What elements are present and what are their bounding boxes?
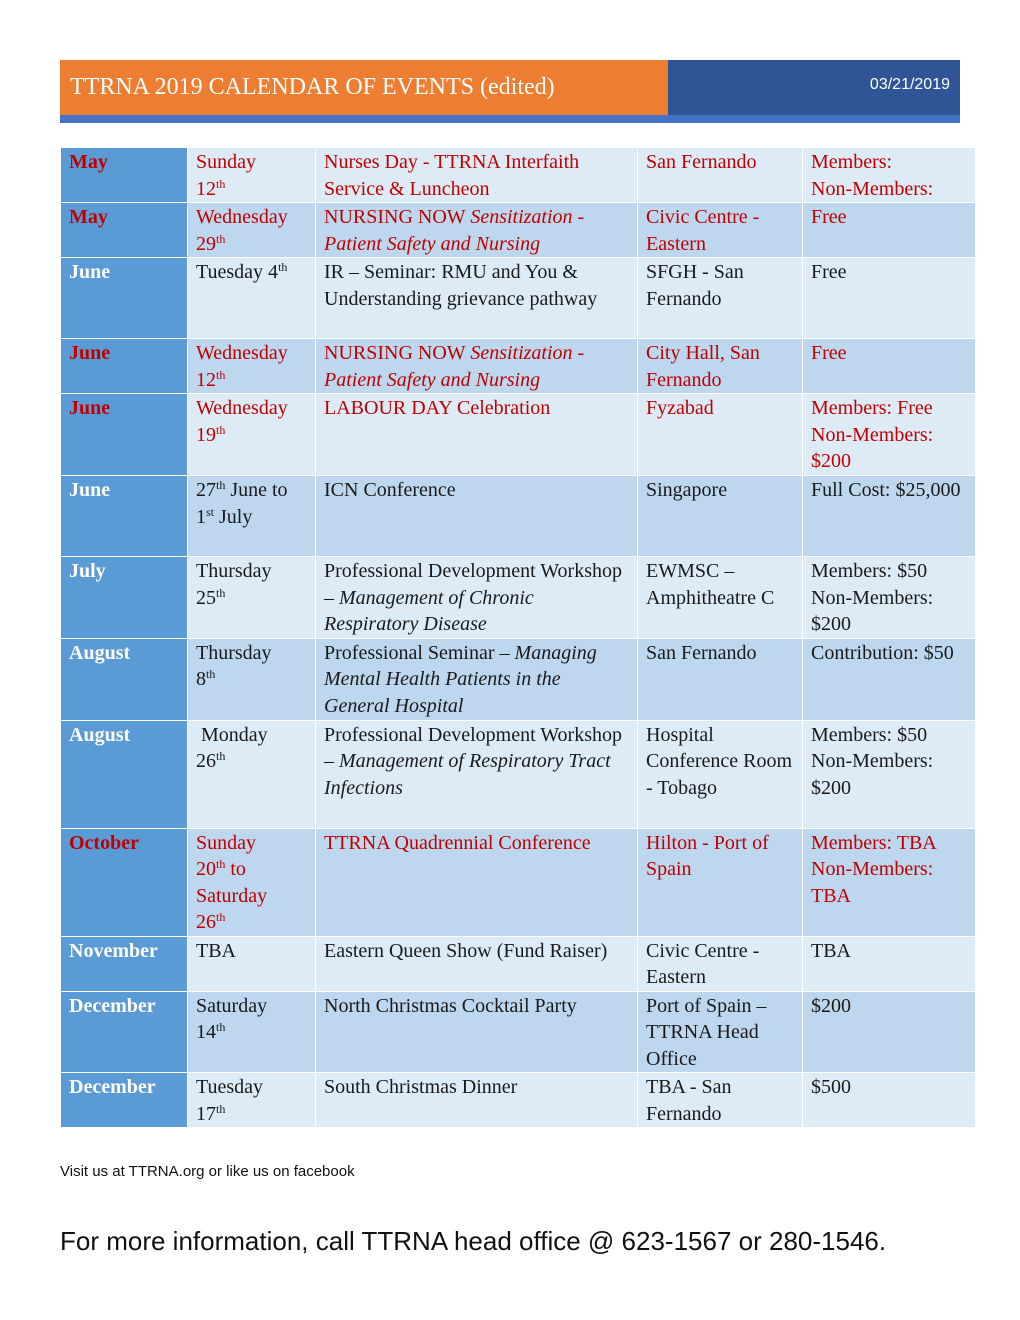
event-row bbox=[61, 148, 976, 203]
cost-cell: Members: $50 Non-Members: $200 bbox=[803, 557, 976, 639]
date-cell: Sunday 20th to Saturday 26th bbox=[188, 828, 316, 936]
event-row bbox=[61, 638, 976, 720]
date-cell: Wednesday 29th bbox=[188, 203, 316, 258]
cost-cell: Free bbox=[803, 258, 976, 339]
header-date: 03/21/2019 bbox=[668, 60, 960, 115]
event-cell: IR – Seminar: RMU and You & Understanding grievance pathway bbox=[316, 258, 638, 339]
date-cell: Wednesday 19th bbox=[188, 394, 316, 476]
venue-cell: San Fernando bbox=[638, 638, 803, 720]
cost-cell: Members: TBA Non-Members: TBA bbox=[803, 828, 976, 936]
cost-cell: Members: Free Non-Members: $200 bbox=[803, 394, 976, 476]
event-row bbox=[61, 203, 976, 258]
cost-cell: Full Cost: $25,000 bbox=[803, 476, 976, 557]
month-cell: June bbox=[61, 339, 188, 394]
month-cell: October bbox=[61, 828, 188, 936]
event-row bbox=[61, 258, 976, 339]
venue-cell: City Hall, San Fernando bbox=[638, 339, 803, 394]
event-cell: South Christmas Dinner bbox=[316, 1073, 638, 1128]
event-row bbox=[61, 339, 976, 394]
month-cell: June bbox=[61, 394, 188, 476]
cost-cell: Free bbox=[803, 203, 976, 258]
venue-cell: Civic Centre - Eastern bbox=[638, 203, 803, 258]
date-cell: Tuesday 17th bbox=[188, 1073, 316, 1128]
venue-cell: SFGH - San Fernando bbox=[638, 258, 803, 339]
month-cell: June bbox=[61, 258, 188, 339]
cost-cell: Contribution: $50 bbox=[803, 638, 976, 720]
month-cell: December bbox=[61, 991, 188, 1073]
event-row bbox=[61, 720, 976, 828]
event-row bbox=[61, 394, 976, 476]
event-row bbox=[61, 936, 976, 991]
cost-cell: Members: Non-Members: bbox=[803, 148, 976, 203]
event-cell: ICN Conference bbox=[316, 476, 638, 557]
website-note: Visit us at TTRNA.org or like us on facebook bbox=[60, 1163, 355, 1180]
date-cell: TBA bbox=[188, 936, 316, 991]
page-title: TTRNA 2019 CALENDAR OF EVENTS (edited) bbox=[60, 60, 668, 115]
event-row bbox=[61, 828, 976, 936]
month-cell: August bbox=[61, 638, 188, 720]
date-cell: Thursday 8th bbox=[188, 638, 316, 720]
events-table bbox=[60, 147, 976, 1128]
event-cell: Professional Development Workshop – Management of Chronic Respiratory Disease bbox=[316, 557, 638, 639]
date-cell: Sunday 12th bbox=[188, 148, 316, 203]
event-cell: TTRNA Quadrennial Conference bbox=[316, 828, 638, 936]
cost-cell: $200 bbox=[803, 991, 976, 1073]
calendar-header bbox=[60, 60, 960, 115]
month-cell: November bbox=[61, 936, 188, 991]
event-cell: Eastern Queen Show (Fund Raiser) bbox=[316, 936, 638, 991]
event-cell: NURSING NOW Sensitization - Patient Safety and Nursing bbox=[316, 203, 638, 258]
venue-cell: Fyzabad bbox=[638, 394, 803, 476]
date-cell: 27th June to 1st July bbox=[188, 476, 316, 557]
venue-cell: San Fernando bbox=[638, 148, 803, 203]
venue-cell: Hospital Conference Room - Tobago bbox=[638, 720, 803, 828]
month-cell: May bbox=[61, 148, 188, 203]
event-row bbox=[61, 1073, 976, 1128]
month-cell: August bbox=[61, 720, 188, 828]
header-divider bbox=[60, 115, 960, 123]
contact-footer: For more information, call TTRNA head office @ 623-1567 or 280-1546. bbox=[60, 1226, 887, 1256]
date-cell: Thursday 25th bbox=[188, 557, 316, 639]
event-row bbox=[61, 557, 976, 639]
event-row bbox=[61, 476, 976, 557]
date-cell: Saturday 14th bbox=[188, 991, 316, 1073]
cost-cell: Members: $50 Non-Members: $200 bbox=[803, 720, 976, 828]
event-cell: Professional Seminar – Managing Mental Health Patients in the General Hospital bbox=[316, 638, 638, 720]
venue-cell: Port of Spain – TTRNA Head Office bbox=[638, 991, 803, 1073]
event-cell: Professional Development Workshop – Management of Respiratory Tract Infections bbox=[316, 720, 638, 828]
cost-cell: Free bbox=[803, 339, 976, 394]
month-cell: May bbox=[61, 203, 188, 258]
month-cell: December bbox=[61, 1073, 188, 1128]
venue-cell: Singapore bbox=[638, 476, 803, 557]
date-cell: Monday 26th bbox=[188, 720, 316, 828]
event-cell: NURSING NOW Sensitization - Patient Safety and Nursing bbox=[316, 339, 638, 394]
date-cell: Wednesday 12th bbox=[188, 339, 316, 394]
month-cell: June bbox=[61, 476, 188, 557]
event-cell: North Christmas Cocktail Party bbox=[316, 991, 638, 1073]
event-row bbox=[61, 991, 976, 1073]
event-cell: LABOUR DAY Celebration bbox=[316, 394, 638, 476]
venue-cell: Hilton - Port of Spain bbox=[638, 828, 803, 936]
month-cell: July bbox=[61, 557, 188, 639]
venue-cell: EWMSC – Amphitheatre C bbox=[638, 557, 803, 639]
date-cell: Tuesday 4th bbox=[188, 258, 316, 339]
cost-cell: $500 bbox=[803, 1073, 976, 1128]
event-cell: Nurses Day - TTRNA Interfaith Service & Luncheon bbox=[316, 148, 638, 203]
venue-cell: TBA - San Fernando bbox=[638, 1073, 803, 1128]
venue-cell: Civic Centre - Eastern bbox=[638, 936, 803, 991]
cost-cell: TBA bbox=[803, 936, 976, 991]
